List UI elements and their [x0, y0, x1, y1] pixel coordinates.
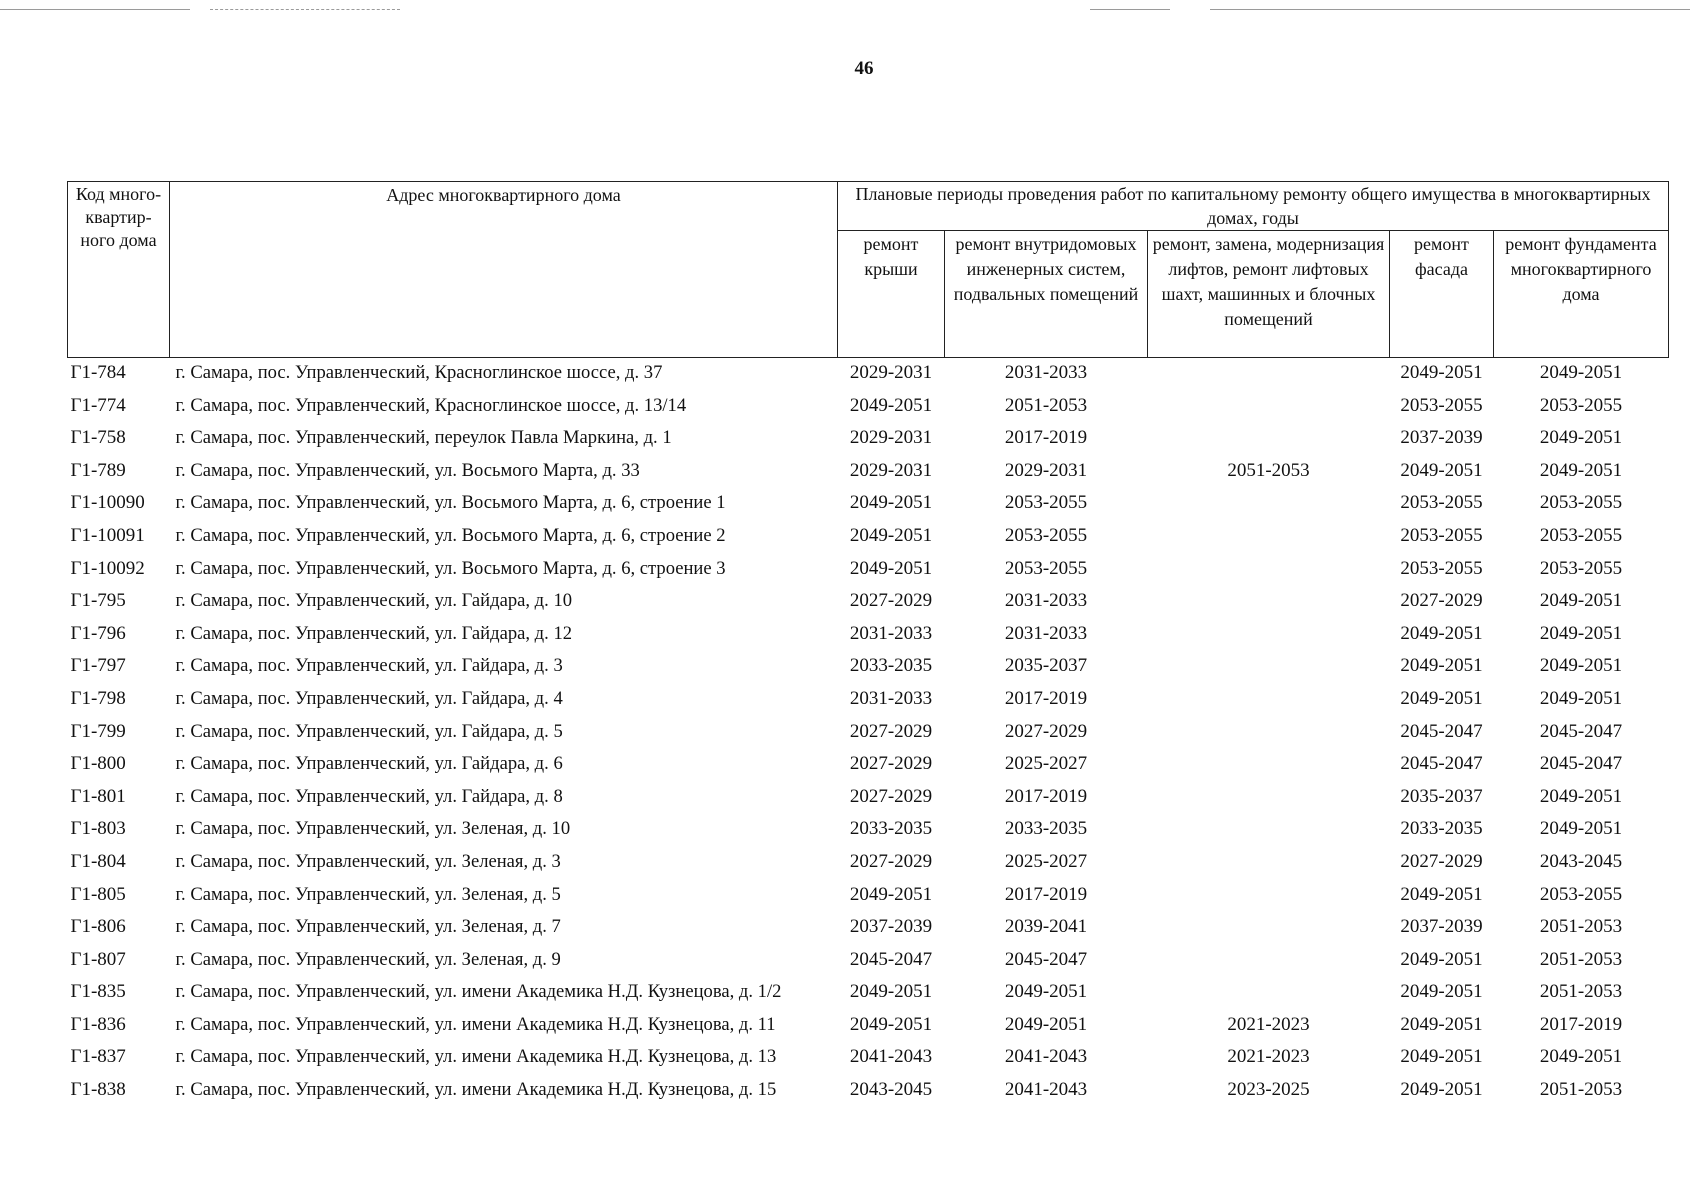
cell-systems: 2045-2047: [1004, 948, 1088, 970]
cell-facade: 2049-2051: [1400, 687, 1483, 709]
table-row: [68, 751, 1669, 784]
cell-code: Г1-10092: [70, 557, 145, 579]
header-code: Код много-квартир-ного дома: [68, 182, 170, 358]
cell-foundation: 2045-2047: [1539, 753, 1623, 775]
scan-edge-line: [0, 9, 190, 10]
table-row: [68, 816, 1669, 849]
cell-address: г. Самара, пос. Управленческий, ул. Восьмого Марта, д. 6, строение 2: [175, 524, 726, 546]
cell-systems: 2031-2033: [1004, 362, 1088, 383]
cell-facade: 2049-2051: [1400, 1013, 1483, 1035]
cell-roof: 2027-2029: [849, 720, 933, 742]
cell-systems: 2029-2031: [1004, 459, 1088, 481]
cell-code: Г1-836: [70, 1013, 126, 1035]
cell-code: Г1-799: [70, 720, 126, 742]
cell-address: г. Самара, пос. Управленческий, Красноглинское шоссе, д. 13/14: [175, 394, 687, 416]
cell-roof: 2027-2029: [849, 785, 933, 807]
cell-address: г. Самара, пос. Управленческий, ул. имени Академика Н.Д. Кузнецова, д. 11: [175, 1013, 776, 1035]
cell-lifts: [1148, 490, 1390, 523]
cell-address: г. Самара, пос. Управленческий, ул. Гайдара, д. 5: [175, 720, 563, 742]
cell-roof: 2029-2031: [849, 459, 933, 481]
cell-address: г. Самара, пос. Управленческий, ул. Гайдара, д. 10: [175, 590, 573, 612]
cell-address: г. Самара, пос. Управленческий, ул. Гайдара, д. 4: [175, 687, 563, 709]
table-row: [68, 588, 1669, 621]
header-foundation: ремонт фундамента многоквартирного дома: [1494, 231, 1669, 358]
cell-roof: 2037-2039: [849, 916, 933, 938]
cell-lifts: [1148, 784, 1390, 817]
cell-address: г. Самара, пос. Управленческий, ул. Гайдара, д. 3: [175, 655, 563, 677]
cell-facade: 2053-2055: [1400, 524, 1483, 546]
cell-foundation: 2053-2055: [1539, 524, 1623, 546]
cell-lifts: [1148, 914, 1390, 947]
table-row: [68, 556, 1669, 589]
cell-systems: 2025-2027: [1004, 850, 1088, 872]
table-body: [68, 358, 1669, 1110]
cell-systems: 2049-2051: [1004, 1013, 1088, 1035]
cell-foundation: 2051-2053: [1539, 916, 1623, 938]
cell-foundation: 2053-2055: [1539, 883, 1623, 905]
header-address: Адрес многоквартирного дома: [170, 182, 838, 358]
cell-code: Г1-800: [70, 753, 126, 775]
cell-roof: 2049-2051: [849, 1013, 933, 1035]
cell-facade: 2027-2029: [1400, 590, 1483, 612]
cell-lifts: [1148, 719, 1390, 752]
cell-facade: 2045-2047: [1400, 753, 1483, 775]
cell-systems: 2031-2033: [1004, 590, 1088, 612]
header-systems: ремонт внутридомовых инженерных систем, подвальных помещений: [945, 231, 1148, 358]
cell-code: Г1-801: [70, 785, 126, 807]
cell-systems: 2041-2043: [1004, 1079, 1088, 1101]
cell-facade: 2049-2051: [1400, 1079, 1483, 1101]
scan-edge-line: [210, 9, 400, 10]
cell-foundation: 2049-2051: [1539, 1046, 1623, 1068]
cell-foundation: 2051-2053: [1539, 1079, 1623, 1101]
cell-systems: 2039-2041: [1004, 916, 1088, 938]
cell-systems: 2033-2035: [1004, 818, 1088, 840]
table-row: [68, 686, 1669, 719]
cell-facade: 2053-2055: [1400, 394, 1483, 416]
table-header: [68, 182, 1669, 358]
cell-foundation: 2049-2051: [1539, 785, 1623, 807]
table-row: [68, 719, 1669, 752]
table-row: [68, 523, 1669, 556]
cell-code: Г1-803: [70, 818, 126, 840]
cell-facade: 2027-2029: [1400, 850, 1483, 872]
cell-facade: 2053-2055: [1400, 557, 1483, 579]
cell-lifts: [1148, 425, 1390, 458]
cell-systems: 2035-2037: [1004, 655, 1088, 677]
cell-lifts: [1148, 621, 1390, 654]
cell-code: Г1-804: [70, 850, 126, 872]
cell-code: Г1-797: [70, 655, 126, 677]
cell-lifts: [1148, 816, 1390, 849]
cell-code: Г1-838: [70, 1079, 126, 1101]
cell-roof: 2027-2029: [849, 590, 933, 612]
cell-foundation: 2017-2019: [1539, 1013, 1623, 1035]
cell-systems: 2053-2055: [1004, 557, 1088, 579]
header-lifts: ремонт, замена, модернизация лифтов, ремонт лифтовых шахт, машинных и блочных помещений: [1148, 231, 1390, 358]
cell-address: г. Самара, пос. Управленческий, ул. Зеленая, д. 3: [175, 850, 561, 872]
cell-lifts: [1148, 882, 1390, 915]
cell-code: Г1-774: [70, 394, 126, 416]
cell-code: Г1-805: [70, 883, 126, 905]
cell-foundation: 2043-2045: [1539, 850, 1623, 872]
cell-address: г. Самара, пос. Управленческий, ул. Зеленая, д. 5: [175, 883, 561, 905]
cell-facade: 2049-2051: [1400, 655, 1483, 677]
scan-edge-line: [1210, 9, 1690, 10]
cell-systems: 2051-2053: [1004, 394, 1088, 416]
cell-lifts: [1148, 556, 1390, 589]
cell-code: Г1-784: [70, 362, 126, 383]
cell-foundation: 2053-2055: [1539, 492, 1623, 514]
table-row: [68, 1012, 1669, 1045]
cell-roof: 2029-2031: [849, 362, 933, 383]
table-row: [68, 979, 1669, 1012]
cell-facade: 2049-2051: [1400, 883, 1483, 905]
cell-systems: 2049-2051: [1004, 981, 1088, 1003]
cell-roof: 2049-2051: [849, 394, 933, 416]
cell-address: г. Самара, пос. Управленческий, переулок Павла Маркина, д. 1: [175, 427, 672, 449]
cell-foundation: 2049-2051: [1539, 427, 1623, 449]
cell-facade: 2037-2039: [1400, 427, 1483, 449]
table-row: [68, 425, 1669, 458]
cell-address: г. Самара, пос. Управленческий, ул. имени Академика Н.Д. Кузнецова, д. 1/2: [175, 981, 782, 1003]
cell-address: г. Самара, пос. Управленческий, ул. Зеленая, д. 9: [175, 948, 561, 970]
cell-systems: 2017-2019: [1004, 427, 1088, 449]
cell-roof: 2033-2035: [849, 655, 933, 677]
cell-address: г. Самара, пос. Управленческий, ул. Восьмого Марта, д. 33: [175, 459, 640, 481]
cell-lifts: [1148, 588, 1390, 621]
table-row: [68, 784, 1669, 817]
table-row: [68, 849, 1669, 882]
cell-roof: 2031-2033: [849, 622, 933, 644]
cell-code: Г1-789: [70, 459, 126, 481]
cell-roof: 2029-2031: [849, 427, 933, 449]
cell-lifts: 2021-2023: [1227, 1013, 1310, 1035]
cell-facade: 2049-2051: [1400, 1046, 1483, 1068]
cell-address: г. Самара, пос. Управленческий, ул. имени Академика Н.Д. Кузнецова, д. 13: [175, 1046, 777, 1068]
cell-facade: 2049-2051: [1400, 981, 1483, 1003]
cell-lifts: 2021-2023: [1227, 1046, 1310, 1068]
cell-roof: 2043-2045: [849, 1079, 933, 1101]
cell-systems: 2041-2043: [1004, 1046, 1088, 1068]
cell-foundation: 2045-2047: [1539, 720, 1623, 742]
cell-address: г. Самара, пос. Управленческий, ул. имени Академика Н.Д. Кузнецова, д. 15: [175, 1079, 777, 1101]
cell-lifts: [1148, 653, 1390, 686]
cell-lifts: 2051-2053: [1227, 459, 1310, 481]
cell-code: Г1-796: [70, 622, 126, 644]
cell-roof: 2027-2029: [849, 753, 933, 775]
cell-address: г. Самара, пос. Управленческий, ул. Гайдара, д. 6: [175, 753, 563, 775]
cell-foundation: 2049-2051: [1539, 590, 1623, 612]
cell-code: Г1-10090: [70, 492, 145, 514]
cell-systems: 2025-2027: [1004, 753, 1088, 775]
cell-address: г. Самара, пос. Управленческий, ул. Гайдара, д. 12: [175, 622, 573, 644]
table-row: [68, 393, 1669, 426]
cell-facade: 2035-2037: [1400, 785, 1483, 807]
cell-lifts: [1148, 686, 1390, 719]
table-row: [68, 1044, 1669, 1077]
cell-facade: 2037-2039: [1400, 916, 1483, 938]
table-row: [68, 914, 1669, 947]
cell-lifts: [1148, 393, 1390, 426]
cell-foundation: 2053-2055: [1539, 394, 1623, 416]
cell-facade: 2049-2051: [1400, 459, 1483, 481]
cell-roof: 2045-2047: [849, 948, 933, 970]
cell-roof: 2041-2043: [849, 1046, 933, 1068]
capital-repair-table: [67, 181, 1669, 1110]
cell-lifts: [1148, 358, 1390, 393]
cell-code: Г1-758: [70, 427, 126, 449]
table-row: [68, 653, 1669, 686]
cell-roof: 2027-2029: [849, 850, 933, 872]
cell-lifts: [1148, 979, 1390, 1012]
cell-systems: 2017-2019: [1004, 883, 1088, 905]
cell-address: г. Самара, пос. Управленческий, ул. Восьмого Марта, д. 6, строение 1: [175, 492, 726, 514]
cell-code: Г1-806: [70, 916, 126, 938]
cell-systems: 2027-2029: [1004, 720, 1088, 742]
scan-edge-line: [1090, 9, 1170, 10]
cell-foundation: 2051-2053: [1539, 948, 1623, 970]
cell-systems: 2031-2033: [1004, 622, 1088, 644]
cell-lifts: 2023-2025: [1227, 1079, 1310, 1101]
page-number: 46: [854, 58, 874, 79]
cell-lifts: [1148, 523, 1390, 556]
header-facade: ремонт фасада: [1390, 231, 1494, 358]
cell-roof: 2049-2051: [849, 492, 933, 514]
header-roof: ремонт крыши: [838, 231, 945, 358]
cell-facade: 2049-2051: [1400, 622, 1483, 644]
cell-lifts: [1148, 751, 1390, 784]
cell-code: Г1-795: [70, 590, 126, 612]
cell-roof: 2049-2051: [849, 557, 933, 579]
table-row: [68, 621, 1669, 654]
cell-systems: 2053-2055: [1004, 524, 1088, 546]
table-row: [68, 358, 1669, 393]
cell-systems: 2053-2055: [1004, 492, 1088, 514]
table-row: [68, 458, 1669, 491]
cell-code: Г1-837: [70, 1046, 126, 1068]
cell-facade: 2045-2047: [1400, 720, 1483, 742]
table-row: [68, 947, 1669, 980]
cell-facade: 2049-2051: [1400, 948, 1483, 970]
cell-facade: 2053-2055: [1400, 492, 1483, 514]
cell-address: г. Самара, пос. Управленческий, ул. Восьмого Марта, д. 6, строение 3: [175, 557, 726, 579]
table-row: [68, 1077, 1669, 1110]
cell-systems: 2017-2019: [1004, 785, 1088, 807]
cell-foundation: 2049-2051: [1539, 459, 1623, 481]
cell-foundation: 2049-2051: [1539, 622, 1623, 644]
header-periods-group: Плановые периоды проведения работ по капитальному ремонту общего имущества в многоквартирных домах, годы: [838, 182, 1669, 231]
cell-foundation: 2053-2055: [1539, 557, 1623, 579]
cell-foundation: 2049-2051: [1539, 687, 1623, 709]
cell-code: Г1-10091: [70, 524, 145, 546]
cell-code: Г1-798: [70, 687, 126, 709]
table-row: [68, 882, 1669, 915]
cell-facade: 2033-2035: [1400, 818, 1483, 840]
cell-code: Г1-807: [70, 948, 126, 970]
cell-roof: 2033-2035: [849, 818, 933, 840]
cell-roof: 2049-2051: [849, 981, 933, 1003]
cell-systems: 2017-2019: [1004, 687, 1088, 709]
cell-roof: 2049-2051: [849, 883, 933, 905]
cell-foundation: 2049-2051: [1539, 655, 1623, 677]
cell-lifts: [1148, 849, 1390, 882]
cell-lifts: [1148, 947, 1390, 980]
cell-code: Г1-835: [70, 981, 126, 1003]
cell-facade: 2049-2051: [1400, 362, 1483, 383]
table-row: [68, 490, 1669, 523]
cell-address: г. Самара, пос. Управленческий, ул. Зеленая, д. 7: [175, 916, 561, 938]
cell-roof: 2031-2033: [849, 687, 933, 709]
cell-foundation: 2049-2051: [1539, 818, 1623, 840]
cell-foundation: 2049-2051: [1539, 362, 1623, 383]
cell-address: г. Самара, пос. Управленческий, ул. Зеленая, д. 10: [175, 818, 571, 840]
cell-roof: 2049-2051: [849, 524, 933, 546]
cell-foundation: 2051-2053: [1539, 981, 1623, 1003]
cell-address: г. Самара, пос. Управленческий, Красноглинское шоссе, д. 37: [175, 362, 663, 383]
cell-address: г. Самара, пос. Управленческий, ул. Гайдара, д. 8: [175, 785, 563, 807]
